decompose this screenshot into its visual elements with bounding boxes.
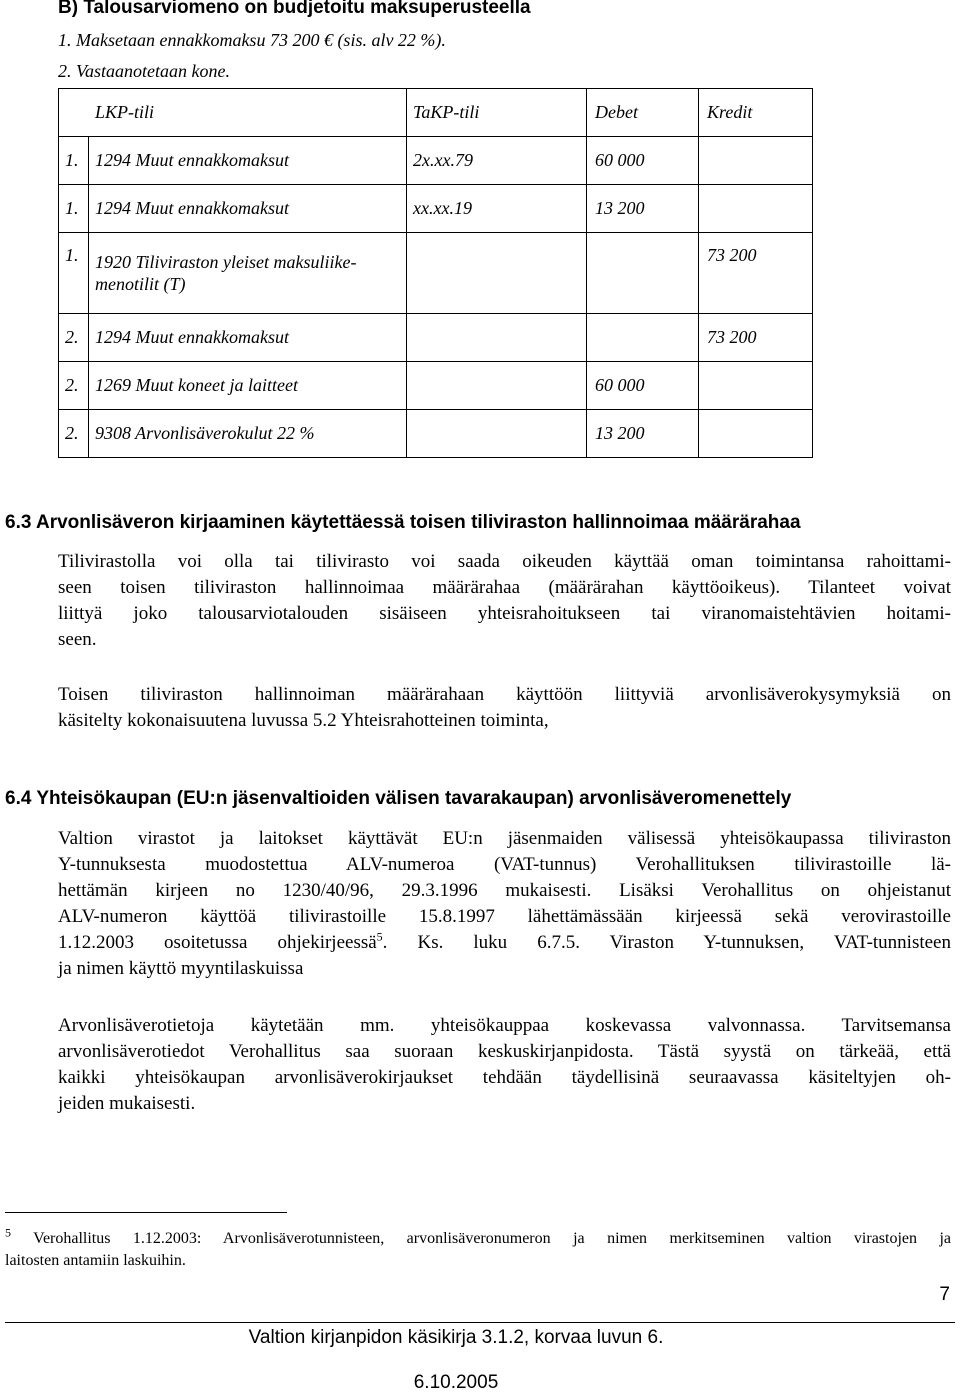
text-line: Valtion virastot ja laitokset käyttävät EU:n jäsenmaiden välisessä yhteisökaupassa tiliviraston — [58, 828, 951, 849]
row-kredit: 73 200 — [699, 314, 813, 362]
section-6-3-paragraph-1 — [58, 549, 951, 653]
section-heading-6-3: 6.3 Arvonlisäveron kirjaaminen käytettäessä toisen tiliviraston hallinnoimaa määrärahaa — [5, 512, 801, 533]
row-debet: 13 200 — [587, 410, 699, 458]
text-line: Arvonlisäverotietoja käytetään mm. yhteisökauppaa koskevassa valvonnassa. Tarvitsemansa — [58, 1015, 951, 1036]
footer-title: Valtion kirjanpidon käsikirja 3.1.2, korvaa luvun 6. — [248, 1327, 664, 1348]
row-debet — [587, 233, 699, 314]
entries-table — [58, 88, 813, 458]
row-takp — [407, 314, 587, 362]
table-row — [59, 185, 813, 233]
step-2-text: 2. Vastaanotetaan kone. — [58, 61, 230, 81]
text-line: arvonlisäverotiedot Verohallitus saa suoraan keskuskirjanpidosta. Tästä syystä on tärkeää, että — [58, 1041, 951, 1062]
top-heading: B) Talousarviomeno on budjetoitu maksuperusteella — [58, 0, 531, 18]
table-header-row — [59, 89, 813, 137]
footnote-mark: 5 — [5, 1225, 11, 1240]
footnote-separator — [5, 1212, 287, 1213]
text-line: liittyä joko talousarviotalouden sisäiseen yhteisrahoitukseen tai viranomaistehtävien hoitami- — [58, 603, 951, 624]
row-step: 1. — [59, 233, 89, 314]
row-debet: 60 000 — [587, 362, 699, 410]
text-line: Tilivirastolla voi olla tai tilivirasto voi saada oikeuden käyttää oman toimintansa rahoittami- — [58, 551, 951, 572]
row-account: 1269 Muut koneet ja laitteet — [89, 362, 407, 410]
text-line: Y-tunnuksesta muodostettua ALV-numeroa (VAT-tunnus) Verohallituksen tilivirastoille lä- — [58, 854, 951, 875]
section-6-4-paragraph-2 — [58, 1013, 951, 1117]
text-line: Toisen tiliviraston hallinnoiman määrärahaan käyttöön liittyviä arvonlisäverokysymyksiä on — [58, 684, 951, 705]
row-account: 1294 Muut ennakkomaksut — [89, 185, 407, 233]
row-account: 1294 Muut ennakkomaksut — [89, 314, 407, 362]
header-debet: Debet — [587, 89, 699, 137]
header-kredit: Kredit — [699, 89, 813, 137]
header-takp: TaKP-tili — [407, 89, 587, 137]
text-line: jeiden mukaisesti. — [58, 1093, 196, 1114]
section-6-4-paragraph-1 — [58, 826, 951, 982]
row-kredit — [699, 410, 813, 458]
row-kredit — [699, 185, 813, 233]
row-account: 9308 Arvonlisäverokulut 22 % — [89, 410, 407, 458]
row-step: 1. — [59, 137, 89, 185]
text-line: seen. — [58, 629, 97, 650]
table-row — [59, 137, 813, 185]
row-takp: 2x.xx.79 — [407, 137, 587, 185]
table-row — [59, 410, 813, 458]
row-step: 1. — [59, 185, 89, 233]
text-line: seen toisen tiliviraston hallinnoimaa määrärahaa (määrärahan käyttöoikeus). Tilanteet voivat — [58, 577, 951, 598]
table-row — [59, 233, 813, 314]
row-debet: 60 000 — [587, 137, 699, 185]
footer-separator — [5, 1322, 955, 1323]
section-heading-6-4: 6.4 Yhteisökaupan (EU:n jäsenvaltioiden välisen tavarakaupan) arvonlisäveromenettely — [5, 788, 792, 809]
row-account: 1920 Tiliviraston yleiset maksuliike-menotilit (T) — [89, 233, 407, 314]
row-kredit — [699, 362, 813, 410]
header-lkp: LKP-tili — [59, 89, 407, 137]
text-line: ja nimen käyttö myyntilaskuissa — [58, 958, 304, 979]
footnote-text: Verohallitus 1.12.2003: Arvonlisäverotunnisteen, arvonlisäveronumeron ja nimen merkitseminen valtion virastojen ja — [11, 1230, 951, 1247]
section-6-3-paragraph-2 — [58, 682, 951, 734]
row-step: 2. — [59, 362, 89, 410]
footnote-reference[interactable]: 5 — [376, 929, 383, 944]
text-line: kaikki yhteisökaupan arvonlisäverokirjaukset tehdään täydellisinä seuraavassa käsiteltyjen oh- — [58, 1067, 951, 1088]
row-takp — [407, 362, 587, 410]
footnote-line: laitosten antamiin laskuihin. — [5, 1252, 186, 1269]
text-fragment: 1.12.2003 osoitetussa ohjekirjeessä — [58, 932, 377, 953]
text-line — [58, 930, 951, 956]
row-kredit — [699, 137, 813, 185]
text-fragment: . Ks. luku 6.7.5. Viraston Y-tunnuksen, VAT-tunnisteen — [382, 932, 951, 953]
row-debet: 13 200 — [587, 185, 699, 233]
row-kredit: 73 200 — [699, 233, 813, 314]
table-row — [59, 362, 813, 410]
step-1-text: 1. Maksetaan ennakkomaksu 73 200 € (sis. alv 22 %). — [58, 30, 446, 50]
page-number: 7 — [939, 1284, 950, 1305]
row-step: 2. — [59, 410, 89, 458]
row-takp — [407, 410, 587, 458]
footer-date: 6.10.2005 — [413, 1372, 499, 1393]
text-line: ALV-numeron käyttöä tilivirastoille 15.8.1997 lähettämässään kirjeessä sekä verovirastoille — [58, 906, 951, 927]
row-takp — [407, 233, 587, 314]
row-step: 2. — [59, 314, 89, 362]
row-debet — [587, 314, 699, 362]
footnote-line — [5, 1225, 951, 1250]
row-takp: xx.xx.19 — [407, 185, 587, 233]
text-line: käsitelty kokonaisuutena luvussa 5.2 Yhteisrahotteinen toiminta, — [58, 710, 549, 731]
table-row — [59, 314, 813, 362]
text-line: hettämän kirjeen no 1230/40/96, 29.3.1996 mukaisesti. Lisäksi Verohallitus on ohjeistanut — [58, 880, 951, 901]
row-account: 1294 Muut ennakkomaksut — [89, 137, 407, 185]
footnote — [5, 1225, 951, 1272]
